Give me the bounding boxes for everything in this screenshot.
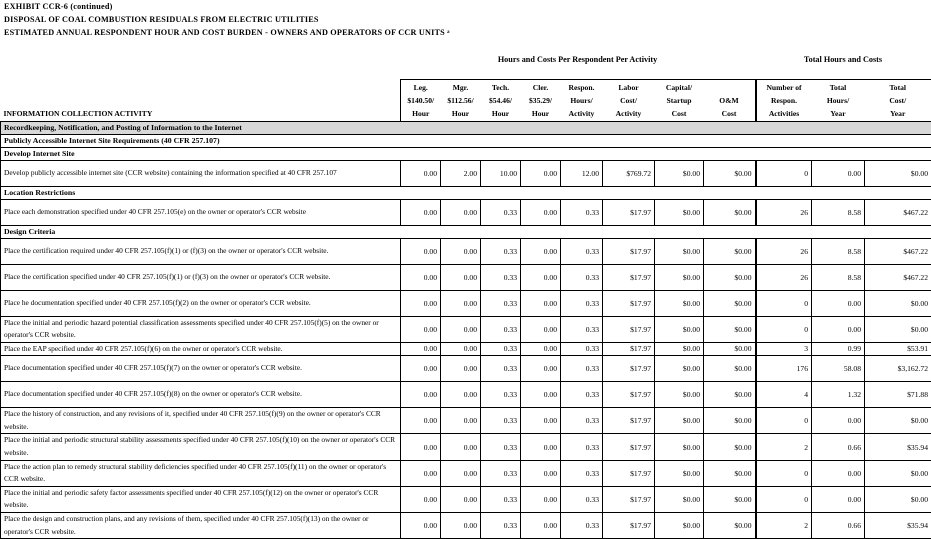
cell-num-resp: 0	[756, 316, 812, 342]
cell-total-cost: $53.91	[865, 342, 931, 356]
cell-om-cost: $0.00	[704, 513, 756, 539]
cell-leg-hours: 0.00	[401, 290, 441, 316]
cell-labor-cost: $17.97	[603, 434, 655, 460]
table-row	[1, 356, 931, 382]
col-resp-hours: Respon. Hours/ Activity	[561, 80, 603, 122]
cell-total-cost: $35.94	[865, 513, 931, 539]
col-leg: Leg. $140.50/ Hour	[401, 80, 441, 122]
activity-description: Place documentation specified under 40 CFR 257.105(f)(8) on the owner or operator's CCR website.	[1, 382, 401, 408]
cell-total-cost: $71.88	[865, 382, 931, 408]
activity-description: Place the initial and periodic hazard potential classification assessments specified under 40 CFR 257.105(f)(5) on the owner or operator's CCR website.	[1, 316, 401, 342]
cell-tech-hours: 0.33	[481, 434, 521, 460]
cell-leg-hours: 0.00	[401, 238, 441, 264]
cell-resp-hours: 0.33	[561, 238, 603, 264]
cell-mgr-hours: 0.00	[441, 460, 481, 486]
cell-mgr-hours: 0.00	[441, 316, 481, 342]
cell-mgr-hours: 0.00	[441, 513, 481, 539]
cell-total-hours: 8.58	[812, 238, 865, 264]
cell-mgr-hours: 0.00	[441, 486, 481, 512]
cell-total-hours: 0.00	[812, 460, 865, 486]
cell-total-cost: $0.00	[865, 408, 931, 434]
cell-om-cost: $0.00	[704, 342, 756, 356]
cell-total-hours: 8.58	[812, 264, 865, 290]
activity-description: Develop publicly accessible internet site (CCR website) containing the information specified at 40 CFR 257.107	[1, 160, 401, 186]
col-activity: INFORMATION COLLECTION ACTIVITY	[1, 80, 401, 122]
cell-num-resp: 2	[756, 513, 812, 539]
activity-description: Place he documentation specified under 40 CFR 257.105(f)(2) on the owner or operator's CCR website.	[1, 290, 401, 316]
activity-description: Place the action plan to remedy structural stability deficiencies specified under 40 CFR 257.105(f)(11) on the owner or operator's CCR website.	[1, 460, 401, 486]
cell-mgr-hours: 0.00	[441, 356, 481, 382]
cell-num-resp: 0	[756, 160, 812, 186]
col-num-resp: Number of Respon. Activities	[756, 80, 812, 122]
cell-labor-cost: $17.97	[603, 513, 655, 539]
cell-tech-hours: 0.33	[481, 290, 521, 316]
cell-leg-hours: 0.00	[401, 342, 441, 356]
cell-labor-cost: $17.97	[603, 382, 655, 408]
cell-num-resp: 4	[756, 382, 812, 408]
cell-capital-cost: $0.00	[655, 342, 704, 356]
cell-total-hours: 0.00	[812, 160, 865, 186]
cell-total-hours: 58.08	[812, 356, 865, 382]
col-mgr: Mgr. $112.56/ Hour	[441, 80, 481, 122]
column-header-row	[1, 80, 931, 122]
cell-total-cost: $467.22	[865, 199, 931, 225]
cell-total-hours: 0.99	[812, 342, 865, 356]
cell-capital-cost: $0.00	[655, 160, 704, 186]
cell-labor-cost: $17.97	[603, 342, 655, 356]
document-title: DISPOSAL OF COAL COMBUSTION RESIDUALS FROM ELECTRIC UTILITIES	[4, 15, 319, 24]
table-row	[1, 434, 931, 460]
cell-resp-hours: 0.33	[561, 199, 603, 225]
burden-table	[0, 79, 931, 539]
cell-total-cost: $467.22	[865, 264, 931, 290]
cell-num-resp: 0	[756, 290, 812, 316]
col-capital-cost: Capital/ Startup Cost	[655, 80, 704, 122]
cell-capital-cost: $0.00	[655, 486, 704, 512]
col-om-cost: O&M Cost	[704, 80, 756, 122]
table-row	[1, 408, 931, 434]
cell-cler-hours: 0.00	[521, 408, 561, 434]
col-labor-cost: Labor Cost/ Activity	[603, 80, 655, 122]
table-row	[1, 199, 931, 225]
cell-resp-hours: 0.33	[561, 434, 603, 460]
cell-leg-hours: 0.00	[401, 264, 441, 290]
activity-description: Place the certification required under 40 CFR 257.105(f)(1) or (f)(3) on the owner or operator's CCR website.	[1, 238, 401, 264]
cell-resp-hours: 0.33	[561, 408, 603, 434]
cell-om-cost: $0.00	[704, 160, 756, 186]
cell-total-cost: $0.00	[865, 316, 931, 342]
activity-description: Place the initial and periodic structural stability assessments specified under 40 CFR 257.105(f)(10) on the owner or operator's CCR website.	[1, 434, 401, 460]
cell-resp-hours: 0.33	[561, 290, 603, 316]
cell-leg-hours: 0.00	[401, 434, 441, 460]
cell-total-hours: 0.66	[812, 434, 865, 460]
cell-num-resp: 0	[756, 408, 812, 434]
cell-leg-hours: 0.00	[401, 460, 441, 486]
section-label: Develop Internet Site	[1, 147, 931, 160]
cell-labor-cost: $17.97	[603, 290, 655, 316]
cell-resp-hours: 0.33	[561, 264, 603, 290]
cell-tech-hours: 0.33	[481, 342, 521, 356]
section-label: Publicly Accessible Internet Site Requirements (40 CFR 257.107)	[1, 134, 931, 147]
cell-leg-hours: 0.00	[401, 486, 441, 512]
col-cler: Cler. $35.29/ Hour	[521, 80, 561, 122]
cell-tech-hours: 0.33	[481, 199, 521, 225]
cell-cler-hours: 0.00	[521, 316, 561, 342]
cell-om-cost: $0.00	[704, 238, 756, 264]
table-row	[1, 513, 931, 539]
cell-tech-hours: 0.33	[481, 460, 521, 486]
cell-num-resp: 2	[756, 434, 812, 460]
col-tech: Tech. $54.46/ Hour	[481, 80, 521, 122]
cell-om-cost: $0.00	[704, 290, 756, 316]
cell-capital-cost: $0.00	[655, 316, 704, 342]
cell-cler-hours: 0.00	[521, 199, 561, 225]
cell-total-cost: $467.22	[865, 238, 931, 264]
cell-cler-hours: 0.00	[521, 356, 561, 382]
cell-capital-cost: $0.00	[655, 460, 704, 486]
cell-mgr-hours: 0.00	[441, 264, 481, 290]
activity-description: Place the design and construction plans, and any revisions of them, specified under 40 CFR 257.105(f)(13) on the owner or operator's CCR website.	[1, 513, 401, 539]
cell-labor-cost: $17.97	[603, 408, 655, 434]
table-row	[1, 460, 931, 486]
cell-labor-cost: $769.72	[603, 160, 655, 186]
section-header-row	[1, 134, 931, 147]
cell-resp-hours: 0.33	[561, 316, 603, 342]
section-header-row	[1, 225, 931, 238]
cell-capital-cost: $0.00	[655, 199, 704, 225]
cell-capital-cost: $0.00	[655, 382, 704, 408]
cell-num-resp: 26	[756, 264, 812, 290]
cell-cler-hours: 0.00	[521, 382, 561, 408]
cell-om-cost: $0.00	[704, 316, 756, 342]
cell-capital-cost: $0.00	[655, 264, 704, 290]
col-total-hours: Total Hours/ Year	[812, 80, 865, 122]
cell-total-cost: $35.94	[865, 434, 931, 460]
cell-om-cost: $0.00	[704, 486, 756, 512]
section-label: Design Criteria	[1, 225, 931, 238]
cell-capital-cost: $0.00	[655, 408, 704, 434]
cell-num-resp: 26	[756, 199, 812, 225]
cell-mgr-hours: 0.00	[441, 408, 481, 434]
table-row	[1, 264, 931, 290]
document-subtitle: ESTIMATED ANNUAL RESPONDENT HOUR AND COST BURDEN - OWNERS AND OPERATORS OF CCR UNITS ᵃ	[4, 28, 450, 37]
cell-labor-cost: $17.97	[603, 238, 655, 264]
cell-cler-hours: 0.00	[521, 434, 561, 460]
section-label: Location Restrictions	[1, 186, 931, 199]
cell-om-cost: $0.00	[704, 382, 756, 408]
cell-resp-hours: 0.33	[561, 460, 603, 486]
cell-mgr-hours: 0.00	[441, 199, 481, 225]
cell-mgr-hours: 0.00	[441, 342, 481, 356]
cell-num-resp: 0	[756, 460, 812, 486]
cell-om-cost: $0.00	[704, 434, 756, 460]
cell-capital-cost: $0.00	[655, 434, 704, 460]
table-row	[1, 316, 931, 342]
cell-capital-cost: $0.00	[655, 513, 704, 539]
cell-tech-hours: 0.33	[481, 356, 521, 382]
table-row	[1, 238, 931, 264]
cell-total-cost: $0.00	[865, 460, 931, 486]
cell-resp-hours: 0.33	[561, 342, 603, 356]
cell-capital-cost: $0.00	[655, 290, 704, 316]
cell-om-cost: $0.00	[704, 356, 756, 382]
cell-om-cost: $0.00	[704, 264, 756, 290]
cell-labor-cost: $17.97	[603, 316, 655, 342]
group-header-totals: Total Hours and Costs	[755, 55, 931, 64]
cell-leg-hours: 0.00	[401, 199, 441, 225]
cell-leg-hours: 0.00	[401, 160, 441, 186]
table-row	[1, 342, 931, 356]
cell-tech-hours: 0.33	[481, 382, 521, 408]
cell-cler-hours: 0.00	[521, 460, 561, 486]
cell-resp-hours: 0.33	[561, 513, 603, 539]
cell-total-cost: $0.00	[865, 486, 931, 512]
activity-description: Place the EAP specified under 40 CFR 257.105(f)(6) on the owner or operator's CCR website.	[1, 342, 401, 356]
cell-labor-cost: $17.97	[603, 460, 655, 486]
cell-num-resp: 3	[756, 342, 812, 356]
cell-om-cost: $0.00	[704, 199, 756, 225]
cell-tech-hours: 0.33	[481, 264, 521, 290]
cell-mgr-hours: 0.00	[441, 434, 481, 460]
cell-labor-cost: $17.97	[603, 264, 655, 290]
cell-num-resp: 176	[756, 356, 812, 382]
cell-total-hours: 8.58	[812, 199, 865, 225]
cell-cler-hours: 0.00	[521, 160, 561, 186]
cell-mgr-hours: 0.00	[441, 290, 481, 316]
cell-cler-hours: 0.00	[521, 486, 561, 512]
cell-labor-cost: $17.97	[603, 486, 655, 512]
cell-labor-cost: $17.97	[603, 356, 655, 382]
cell-leg-hours: 0.00	[401, 382, 441, 408]
cell-tech-hours: 0.33	[481, 408, 521, 434]
cell-tech-hours: 0.33	[481, 316, 521, 342]
section-header-row	[1, 147, 931, 160]
table-body	[1, 121, 931, 539]
cell-om-cost: $0.00	[704, 408, 756, 434]
cell-capital-cost: $0.00	[655, 238, 704, 264]
cell-tech-hours: 10.00	[481, 160, 521, 186]
table-row	[1, 290, 931, 316]
cell-labor-cost: $17.97	[603, 199, 655, 225]
cell-tech-hours: 0.33	[481, 513, 521, 539]
activity-description: Place documentation specified under 40 CFR 257.105(f)(7) on the owner or operator's CCR website.	[1, 356, 401, 382]
col-total-cost: Total Cost/ Year	[865, 80, 931, 122]
cell-leg-hours: 0.00	[401, 316, 441, 342]
cell-capital-cost: $0.00	[655, 356, 704, 382]
activity-description: Place the certification specified under 40 CFR 257.105(f)(1) or (f)(3) on the owner or operator's CCR website.	[1, 264, 401, 290]
activity-description: Place each demonstration specified under 40 CFR 257.105(e) on the owner or operator's CCR website	[1, 199, 401, 225]
cell-cler-hours: 0.00	[521, 238, 561, 264]
cell-total-cost: $0.00	[865, 290, 931, 316]
cell-om-cost: $0.00	[704, 460, 756, 486]
section-label: Recordkeeping, Notification, and Posting of Information to the Internet	[1, 121, 931, 134]
cell-num-resp: 0	[756, 486, 812, 512]
cell-resp-hours: 0.33	[561, 382, 603, 408]
cell-mgr-hours: 0.00	[441, 238, 481, 264]
table-row	[1, 160, 931, 186]
cell-tech-hours: 0.33	[481, 486, 521, 512]
cell-total-cost: $3,162.72	[865, 356, 931, 382]
cell-leg-hours: 0.00	[401, 356, 441, 382]
cell-leg-hours: 0.00	[401, 513, 441, 539]
cell-total-hours: 1.32	[812, 382, 865, 408]
cell-cler-hours: 0.00	[521, 342, 561, 356]
table-row	[1, 486, 931, 512]
activity-description: Place the initial and periodic safety factor assessments specified under 40 CFR 257.105(f)(12) on the owner or operator's CCR website.	[1, 486, 401, 512]
cell-total-cost: $0.00	[865, 160, 931, 186]
cell-tech-hours: 0.33	[481, 238, 521, 264]
cell-resp-hours: 12.00	[561, 160, 603, 186]
cell-total-hours: 0.00	[812, 290, 865, 316]
cell-resp-hours: 0.33	[561, 486, 603, 512]
group-header-per-respondent: Hours and Costs Per Respondent Per Activity	[400, 55, 755, 64]
cell-total-hours: 0.00	[812, 316, 865, 342]
cell-leg-hours: 0.00	[401, 408, 441, 434]
section-header-row	[1, 186, 931, 199]
exhibit-label: EXHIBIT CCR-6 (continued)	[4, 2, 113, 11]
activity-description: Place the history of construction, and any revisions of it, specified under 40 CFR 257.105(f)(9) on the owner or operator's CCR website.	[1, 408, 401, 434]
section-header-row	[1, 121, 931, 134]
cell-cler-hours: 0.00	[521, 290, 561, 316]
cell-num-resp: 26	[756, 238, 812, 264]
cell-mgr-hours: 2.00	[441, 160, 481, 186]
cell-mgr-hours: 0.00	[441, 382, 481, 408]
cell-resp-hours: 0.33	[561, 356, 603, 382]
table-row	[1, 382, 931, 408]
cell-total-hours: 0.00	[812, 486, 865, 512]
cell-total-hours: 0.00	[812, 408, 865, 434]
cell-cler-hours: 0.00	[521, 264, 561, 290]
cell-total-hours: 0.66	[812, 513, 865, 539]
cell-cler-hours: 0.00	[521, 513, 561, 539]
